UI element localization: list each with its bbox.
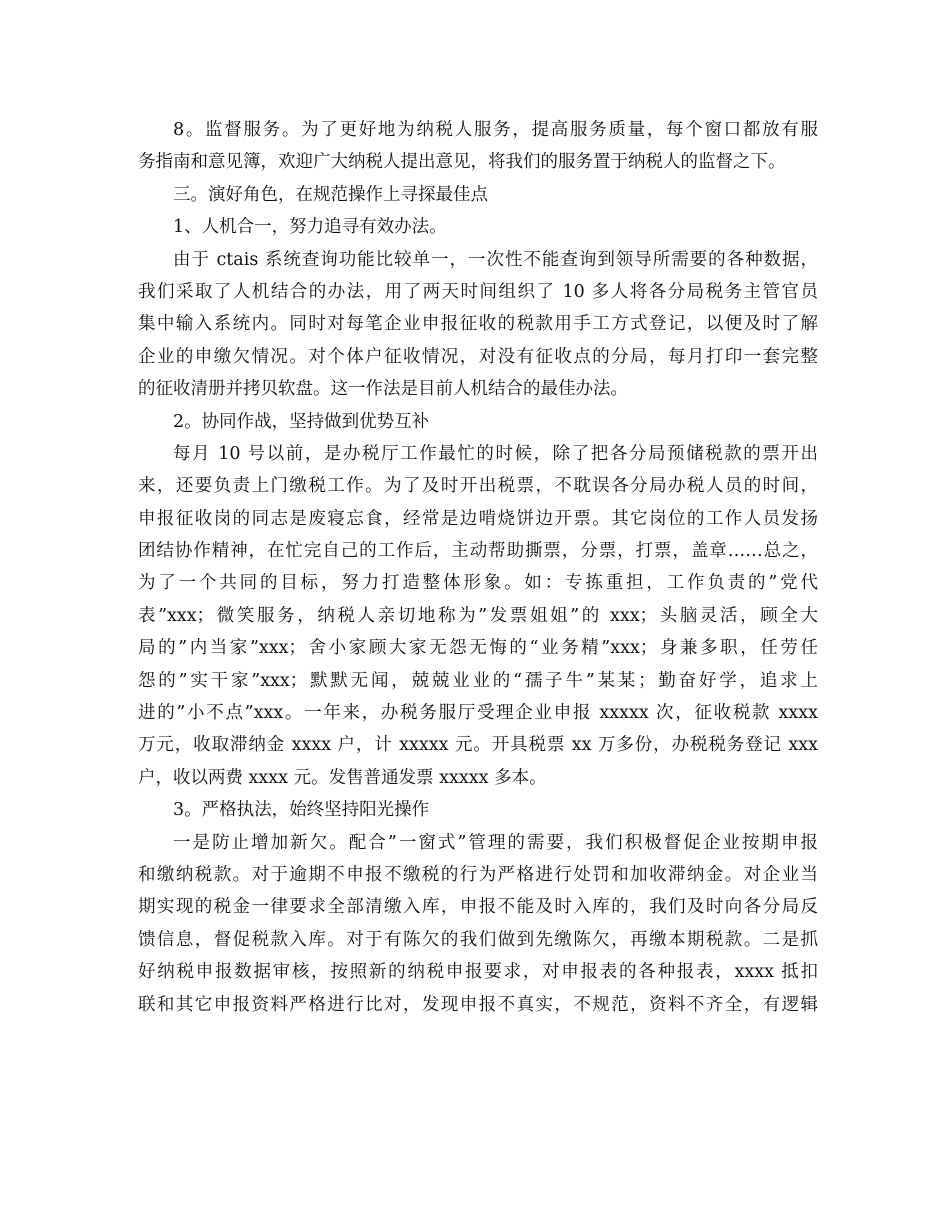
text-line: 我们采取了人机结合的办法，用了两天时间组织了 10 多人将各分局税务主管官员 (138, 281, 818, 302)
text-line: 馈信息，督促税款入库。对于有陈欠的我们做到先缴陈欠，再缴本期税款。二是抓 (138, 929, 818, 950)
text-line: 团结协作精神，在忙完自己的工作后，主动帮助撕票，分票，打票，盖章……总之， (138, 541, 818, 562)
text-line: 表”xxx；微笑服务，纳税人亲切地称为”发票姐姐”的 xxx；头脑灵活，顾全大 (138, 605, 818, 626)
text-line: 的征收清册并拷贝软盘。这一作法是目前人机结合的最佳办法。 (138, 379, 628, 400)
text-line: 1、人机合一，努力追寻有效办法。 (173, 217, 447, 238)
text-line: 3。严格执法，始终坚持阳光操作 (173, 800, 430, 821)
text-line: 三。演好角色，在规范操作上寻探最佳点 (173, 184, 488, 205)
text-line: 来，还要负责上门缴税工作。为了及时开出税票，不耽误各分局办税人员的时间， (138, 476, 818, 497)
text-line: 好纳税申报数据审核，按照新的纳税申报要求，对申报表的各种报表，xxxx 抵扣 (138, 962, 818, 983)
text-line: 怨的”实干家”xxx；默默无闻，兢兢业业的“孺子牛”某某；勤奋好学，追求上 (138, 670, 818, 691)
text-line: 一是防止增加新欠。配合”一窗式”管理的需要，我们积极督促企业按期申报 (173, 832, 818, 853)
text-line: 申报征收岗的同志是废寝忘食，经常是边啃烧饼边开票。其它岗位的工作人员发扬 (138, 508, 818, 529)
text-line: 万元，收取滞纳金 xxxx 户，计 xxxxx 元。开具税票 xx 万多份，办税税务登记 xxx (138, 735, 818, 756)
text-line: 进的”小不点”xxx。一年来，办税务服厅受理企业申报 xxxxx 次，征收税款 xxxx (138, 703, 818, 724)
text-line: 期实现的税金一律要求全部清缴入库，申报不能及时入库的，我们及时向各分局反 (138, 897, 818, 918)
text-line: 每月 10 号以前，是办税厅工作最忙的时候，除了把各分局预储税款的票开出 (173, 443, 818, 464)
text-line: 局的”内当家”xxx；舍小家顾大家无怨无悔的“业务精”xxx；身兼多职，任劳任 (138, 638, 818, 659)
text-line: 企业的申缴欠情况。对个体户征收情况，对没有征收点的分局，每月打印一套完整 (138, 346, 818, 367)
text-line: 2。协同作战，坚持做到优势互补 (173, 411, 430, 432)
document-body (138, 114, 818, 1021)
text-line: 为了一个共同的目标，努力打造整体形象。如：专拣重担，工作负责的”党代 (138, 573, 818, 594)
text-line: 户，收以两费 xxxx 元。发售普通发票 xxxxx 多本。 (138, 767, 547, 788)
text-line: 集中输入系统内。同时对每笔企业申报征收的税款用手工方式登记，以便及时了解 (138, 314, 818, 335)
text-line: 务指南和意见簿，欢迎广大纳税人提出意见，将我们的服务置于纳税人的监督之下。 (138, 152, 786, 173)
text-line: 由于 ctais 系统查询功能比较单一，一次性不能查询到领导所需要的各种数据， (173, 249, 818, 270)
text-line: 和缴纳税款。对于逾期不申报不缴税的行为严格进行处罚和加收滞纳金。对企业当 (138, 864, 818, 885)
text-line: 联和其它申报资料严格进行比对，发现申报不真实，不规范，资料不齐全，有逻辑 (138, 994, 818, 1015)
text-line: 8。监督服务。为了更好地为纳税人服务，提高服务质量，每个窗口都放有服 (173, 120, 818, 140)
